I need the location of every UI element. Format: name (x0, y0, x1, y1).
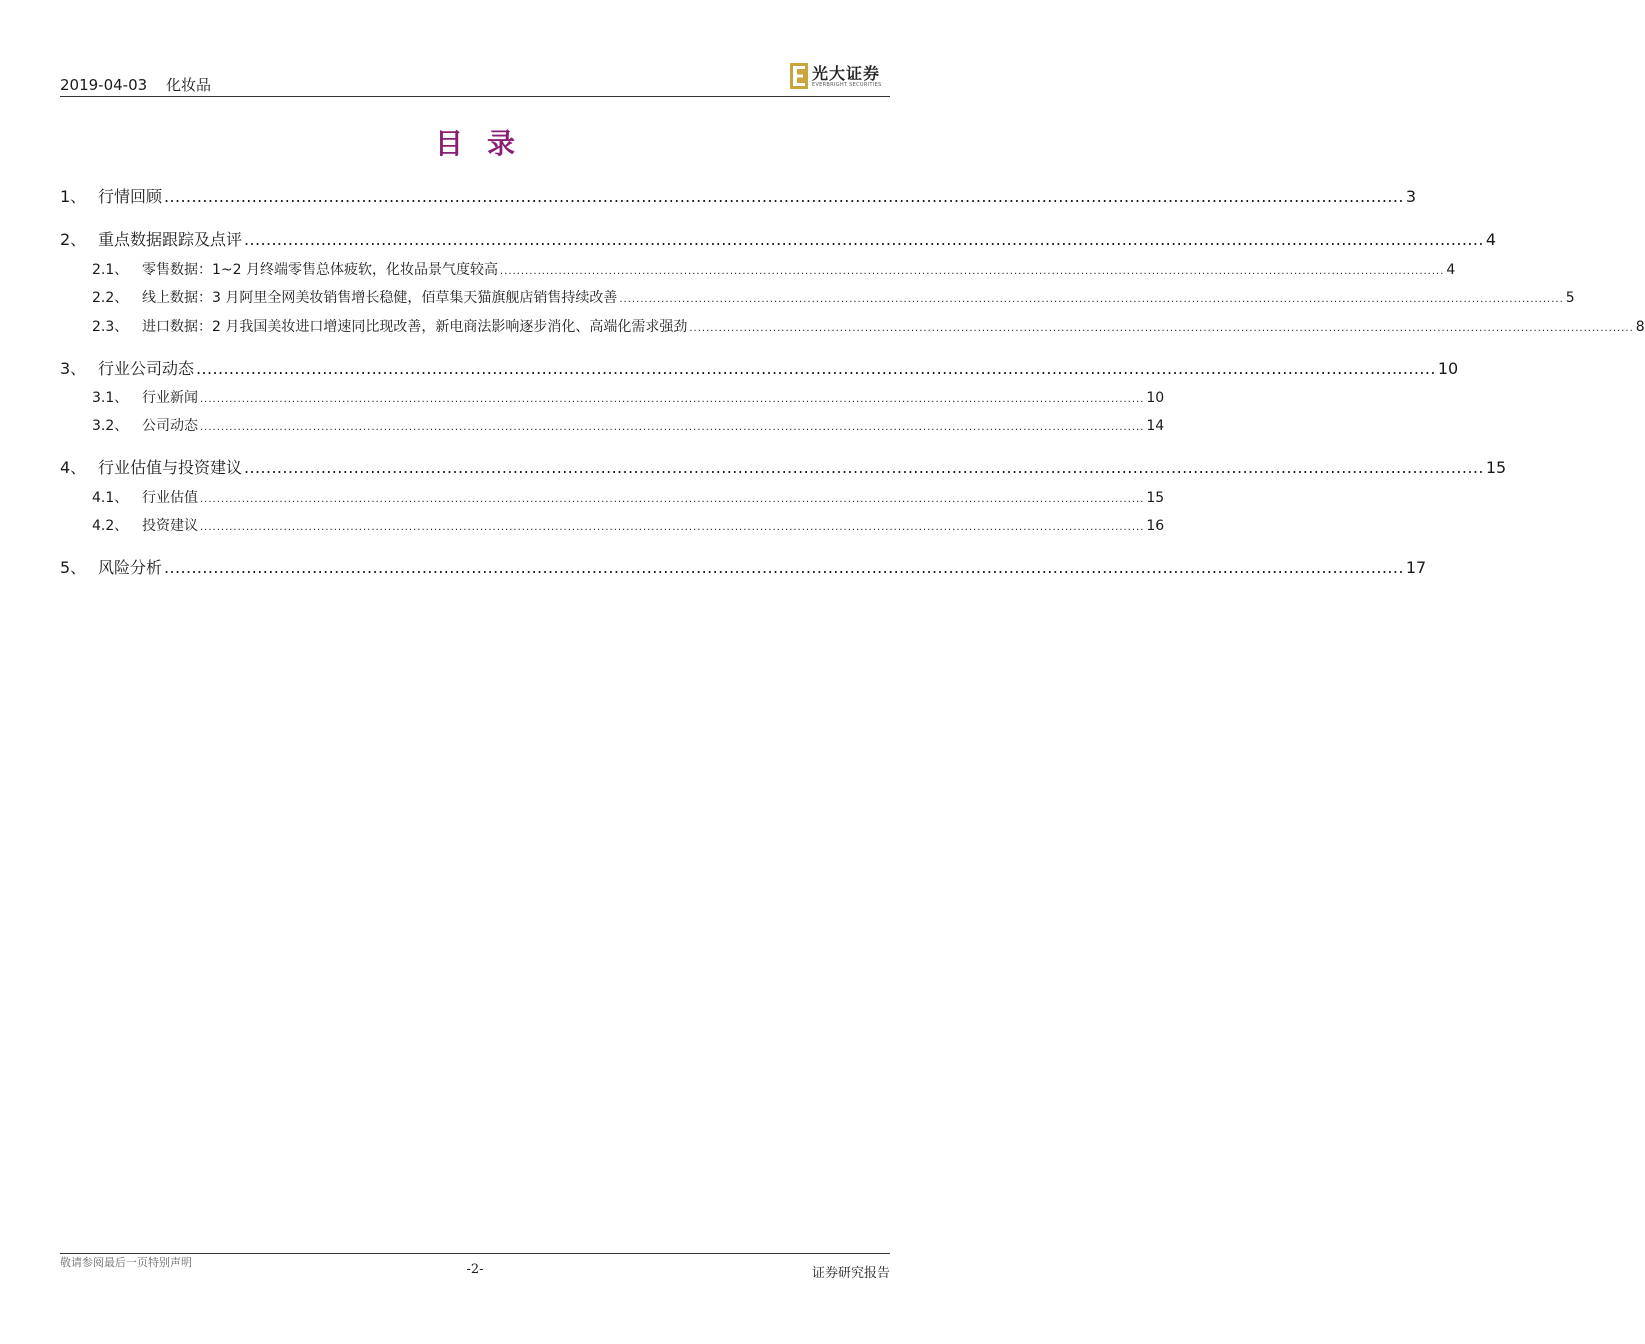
page-footer (60, 1253, 890, 1281)
page-header (60, 60, 890, 97)
toc-subentry[interactable] (92, 316, 1645, 336)
toc-dot-leader: .................................................................................................................................................................................................................................. (200, 394, 1145, 405)
toc-subentry[interactable] (92, 487, 1165, 507)
toc-entry-page: 8 (1635, 319, 1645, 335)
toc-entry[interactable] (60, 455, 1507, 478)
toc-entry-number: 2.2、 (92, 290, 129, 306)
page-number: -2- (466, 1262, 484, 1277)
toc-entry-page: 10 (1146, 390, 1165, 406)
toc-entry-number: 1、 (60, 187, 87, 206)
toc-entry-number: 2.1、 (92, 262, 129, 278)
logo-name-en: EVERBRIGHT SECURITIES (812, 82, 882, 88)
toc-entry-title: 行业公司动态 (98, 359, 195, 378)
toc-entry-number: 3.2、 (92, 418, 129, 434)
toc-dot-leader: .................................................................................................................................................................................................................................. (200, 422, 1145, 433)
toc-dot-leader: .................................................................................................................................................................................................................................. (500, 266, 1445, 277)
footer-report-type: 证券研究报告 (811, 1266, 890, 1281)
toc-entry-number: 2.3、 (92, 319, 129, 335)
toc-entry-number: 5、 (60, 558, 87, 577)
toc-entry-page: 4 (1485, 230, 1497, 249)
report-date: 2019-04-03 (60, 76, 148, 94)
toc-entry[interactable] (60, 555, 1427, 578)
toc-subentry[interactable] (92, 259, 1456, 279)
footer-disclaimer: 敬请参阅最后一页特别声明 (60, 1256, 192, 1269)
toc-entry-number: 2、 (60, 230, 87, 249)
toc-dot-leader: .................................................................................................................................................................................................................................. (244, 230, 1484, 249)
logo-name-cn: 光大证券 (812, 64, 881, 83)
toc-entry-title: 投资建议 (142, 518, 198, 534)
toc-entry-number: 3、 (60, 359, 87, 378)
toc-dot-leader: .................................................................................................................................................................................................................................. (619, 294, 1564, 305)
toc-entry-title: 行业估值与投资建议 (98, 458, 243, 477)
toc-entry-page: 17 (1405, 558, 1427, 577)
toc-entry-title: 风险分析 (98, 558, 163, 577)
toc-dot-leader: .................................................................................................................................................................................................................................. (164, 187, 1404, 206)
toc-dot-leader: .................................................................................................................................................................................................................................. (164, 558, 1404, 577)
toc-entry-title: 零售数据：1~2 月终端零售总体疲软，化妆品景气度较高 (142, 262, 498, 278)
toc-entry-page: 16 (1146, 518, 1165, 534)
toc-dot-leader: .................................................................................................................................................................................................................................. (200, 522, 1145, 533)
toc-dot-leader: .................................................................................................................................................................................................................................. (196, 359, 1436, 378)
toc-entry-title: 行业新闻 (142, 390, 198, 406)
toc-subentry[interactable] (92, 515, 1165, 535)
toc-entry-page: 4 (1446, 262, 1456, 278)
toc-entry-number: 4、 (60, 458, 87, 477)
toc-entry-page: 3 (1405, 187, 1417, 206)
toc-entry-number: 4.1、 (92, 490, 129, 506)
toc-entry-page: 5 (1565, 290, 1575, 306)
toc-entry[interactable] (60, 184, 1417, 207)
toc-entry-title: 重点数据跟踪及点评 (98, 230, 243, 249)
logo-mark-icon (790, 63, 808, 89)
company-logo (790, 61, 890, 93)
toc-entry-page: 15 (1485, 458, 1507, 477)
report-category: 化妆品 (165, 76, 211, 94)
toc-dot-leader: .................................................................................................................................................................................................................................. (689, 323, 1634, 334)
toc-entry-title: 行情回顾 (98, 187, 163, 206)
toc-entry-page: 10 (1437, 359, 1459, 378)
toc-entry-title: 公司动态 (142, 418, 198, 434)
toc-entry[interactable] (60, 227, 1497, 250)
toc-entry-page: 14 (1146, 418, 1165, 434)
toc-entry-title: 线上数据：3 月阿里全网美妆销售增长稳健，佰草集天猫旗舰店销售持续改善 (142, 290, 618, 306)
toc-entry-number: 4.2、 (92, 518, 129, 534)
toc-entry[interactable] (60, 356, 1459, 379)
toc-entry-number: 3.1、 (92, 390, 129, 406)
toc-subentry[interactable] (92, 387, 1165, 407)
toc-entry-title: 进口数据：2 月我国美妆进口增速同比现改善，新电商法影响逐步消化、高端化需求强劲 (142, 319, 688, 335)
toc-title: 目录 (434, 127, 539, 160)
toc-entry-title: 行业估值 (142, 490, 198, 506)
toc-entry-page: 15 (1146, 490, 1165, 506)
toc-subentry[interactable] (92, 415, 1165, 435)
toc-subentry[interactable] (92, 287, 1575, 307)
toc-dot-leader: .................................................................................................................................................................................................................................. (200, 494, 1145, 505)
header-info (60, 74, 225, 95)
toc-dot-leader: .................................................................................................................................................................................................................................. (244, 458, 1484, 477)
